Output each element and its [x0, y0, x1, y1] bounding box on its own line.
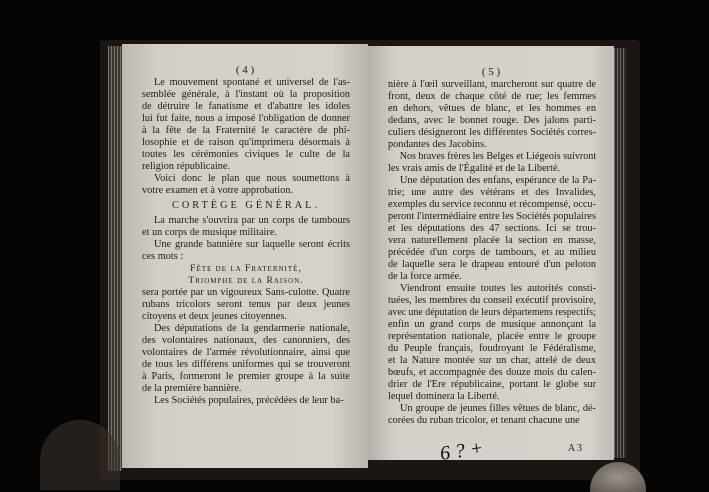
text-line: et un corps de musique militaire.: [142, 227, 277, 238]
text-line: et la Nature montée sur un char, attelé de deux: [388, 355, 596, 366]
text-line: pondantes des Jacobins.: [388, 139, 487, 150]
signature-mark: A 3: [567, 443, 582, 454]
text-line: de la force armée.: [388, 271, 462, 282]
text-line: précédée d'un corps de tambours, et au milieu: [388, 247, 596, 258]
text-line: enfin un grand corps de musique annonçant la: [388, 319, 596, 330]
text-line: semblée générale, à l'instant où la proposition: [142, 89, 350, 100]
page-number: ( 5 ): [481, 66, 501, 78]
text-line: front, deux de chaque côté de rue; les femmes: [388, 91, 596, 102]
page-number: ( 4 ): [235, 64, 255, 76]
right-page: [368, 46, 614, 460]
text-line: Viendront ensuite toutes les autorités consti-: [400, 283, 596, 294]
text-line: peront l'intermédiaire entre les Sociétés populaires: [388, 211, 597, 222]
text-line: drier de l'Ere républicaine, portant le globe sur: [388, 379, 596, 390]
text-line: culiers désigneront les différentes Sociétés corres-: [388, 127, 596, 138]
text-line: lui fut faite, nous a imposé l'obligation de donner: [142, 113, 350, 124]
text-line: Une députation des enfans, espérance de la Pa-: [400, 175, 596, 186]
text-line: de détruire le fanatisme et d'abattre les idoles: [142, 101, 350, 112]
text-line: sera portée par un vigoureux Sans-culotte. Quatre: [142, 287, 350, 298]
text-line: de la première bannière.: [142, 383, 242, 394]
page-edges-left: [108, 46, 122, 471]
text-line: religion républicaine.: [142, 161, 231, 172]
text-line: à la fête de la Fraternité le caractère de phi-: [142, 125, 350, 136]
text-line: lequel dominera la Liberté.: [388, 391, 500, 402]
text-line: losophie et de raison qu'imprimera désormais à: [142, 137, 350, 148]
text-line: en dehors, vêtues de blanc, et les hommes en: [388, 103, 596, 114]
text-line: La marche s'ouvrira par un corps de tambours: [154, 215, 350, 226]
text-line: corées du ruban tricolor, et tenant chacune une: [388, 415, 580, 426]
text-line: votre examen et à votre approbation.: [142, 185, 293, 196]
left-page: [122, 44, 368, 468]
text-line: de tous les différens uniformes qui se trouveront: [142, 359, 350, 370]
text-line: du Peuple français, foudroyant le Fédéralisme,: [388, 343, 596, 354]
text-line: Fête de la Fraternité,: [190, 264, 302, 274]
page-text: [142, 77, 350, 407]
text-line: représentation nationale, placée entre le groupe: [388, 331, 596, 342]
text-line: Des députations de la gendarmerie nationale,: [154, 323, 350, 334]
text-line: Une grande bannière sur laquelle seront écrits: [154, 239, 350, 250]
text-line: rubans tricolors seront tenus par deux jeunes: [142, 299, 350, 310]
text-line: les vrais amis de l'Égalité et de la Liberté.: [388, 163, 560, 174]
text-line: et les députations des 47 sections. Ici se trou-: [388, 223, 596, 234]
text-line: Un groupe de jeunes filles vêtues de blanc, dé-: [400, 403, 596, 414]
text-line: dedans, avec le bonnet rouge. Des jalons parti-: [388, 115, 596, 126]
page-edges-right: [614, 48, 626, 458]
text-line: bœufs, et accompagnée des douze mois du calen-: [388, 367, 596, 378]
text-line: vera naturellement placée la section en masse,: [388, 235, 596, 246]
text-line: tuées, les membres du conseil exécutif provisoire,: [388, 295, 596, 306]
text-line: Le mouvement spontané et universel de l'as-: [154, 77, 350, 88]
text-line: Nos braves frères les Belges et Liégeois suivront: [399, 151, 597, 162]
text-line: exemples du service reconnu et récompensé, occu-: [388, 199, 596, 210]
text-line: à Paris, formeront le premier groupe à la suite: [142, 371, 350, 382]
text-line: de laquelle sera le drapeau entouré d'un peloton: [388, 259, 596, 270]
text-line: citoyens et deux jeunes citoyennes.: [142, 311, 287, 322]
text-line: Triomphe de la Raison.: [188, 276, 304, 286]
text-line: nière à l'œil surveillant, marcheront sur quatre de: [388, 79, 596, 90]
text-line: Voici donc le plan que nous soumettons à: [154, 173, 350, 184]
text-line: ces mots :: [142, 251, 184, 262]
text-line: volontaires de l'armée révolutionnaire, ainsi que: [142, 347, 350, 358]
page-text: [388, 79, 596, 427]
handwritten-annotation: 6 ? +: [438, 437, 485, 465]
text-line: Les Sociétés populaires, précédées de leur ba-: [154, 395, 344, 406]
text-line: CORTÈGE GÉNÉRAL.: [171, 200, 321, 211]
text-line: toutes les cérémonies civiques le culte de la: [142, 149, 350, 160]
text-line: des volontaires nationaux, des canonniers, des: [142, 335, 350, 346]
text-line: trie; une autre des vétérans et des Invalides,: [388, 187, 596, 198]
text-line: avec une députation de leurs départemens respectifs;: [388, 307, 596, 318]
